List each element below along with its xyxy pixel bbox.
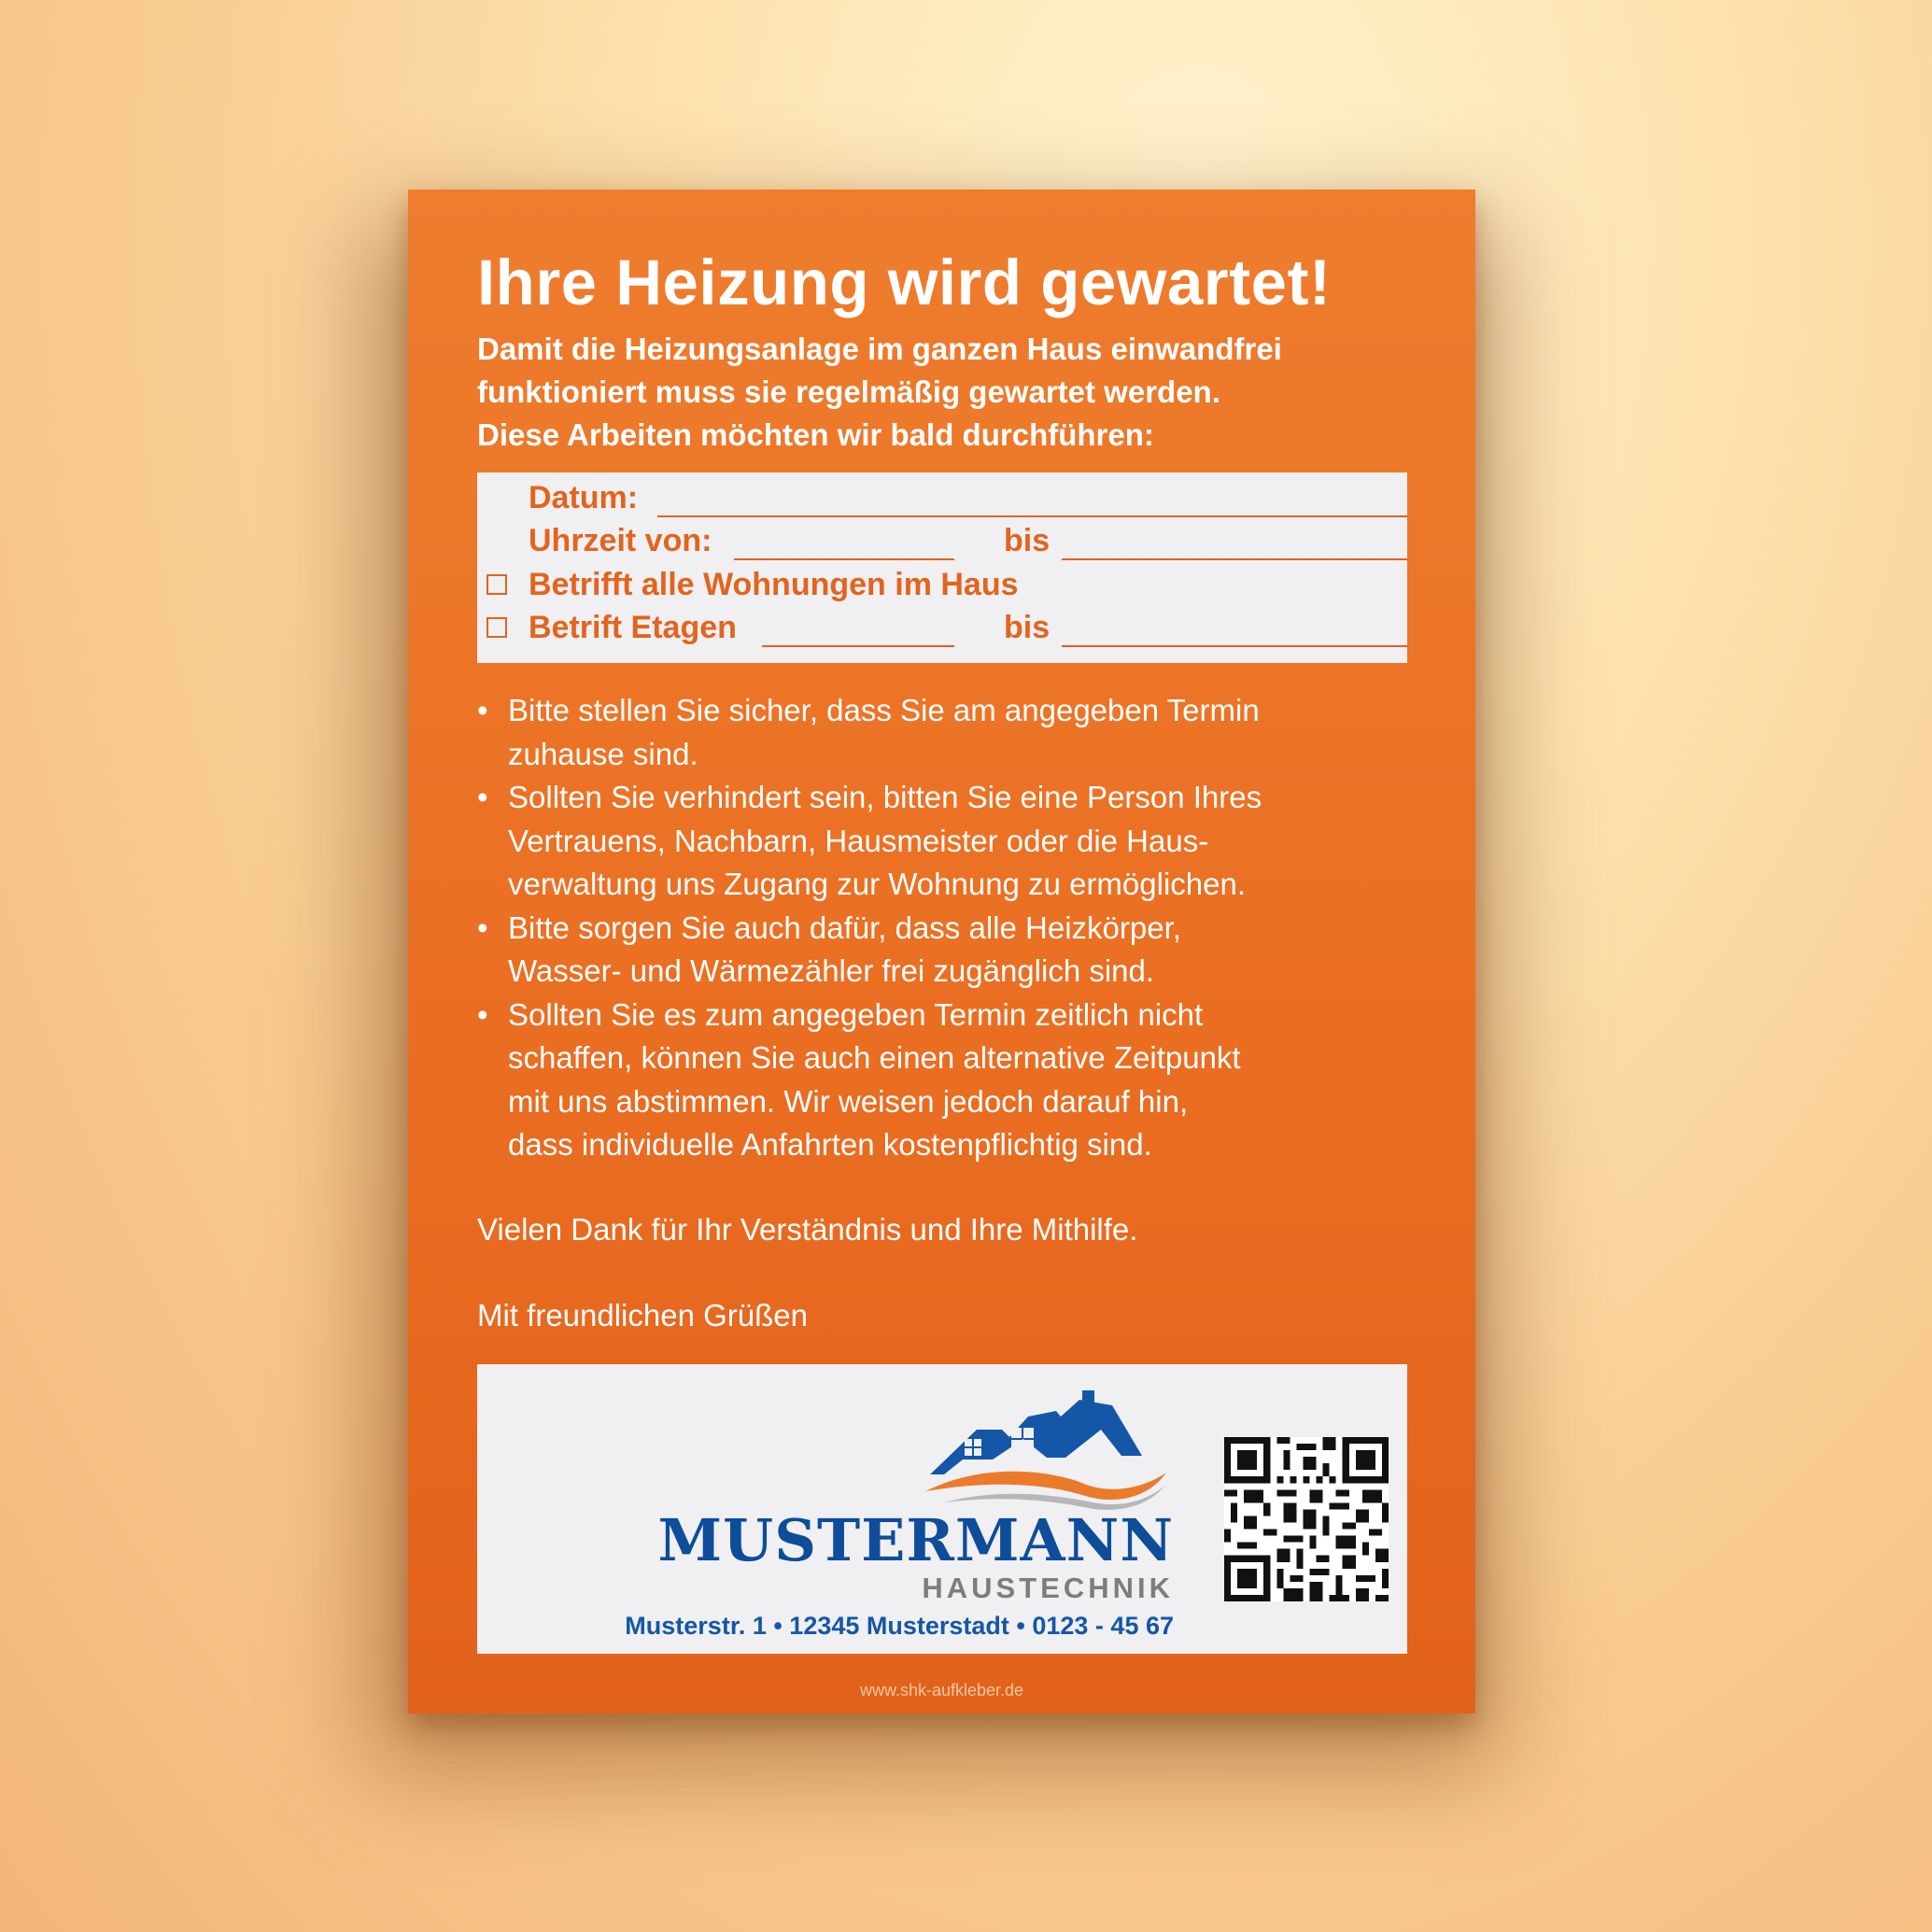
company-name: MUSTERMANN [657, 1506, 1174, 1574]
list-item-line: verwaltung uns Zugang zur Wohnung zu ermöglichen. [508, 867, 1247, 901]
list-item-line: zuhause sind. [508, 736, 698, 771]
intro-text [477, 328, 1448, 457]
intro-line: funktioniert muss sie regelmäßig gewartet werden. [477, 374, 1220, 409]
bullet-icon: • [477, 693, 488, 727]
floors-to-label: bis [1004, 610, 1051, 645]
floors-row [477, 606, 1407, 649]
date-row [477, 476, 1407, 519]
list-item [477, 776, 1420, 907]
list-item-line: mit uns abstimmen. Wir weisen jedoch darauf hin, [508, 1083, 1189, 1119]
company-subtitle: HAUSTECHNIK [922, 1572, 1174, 1604]
time-row [477, 519, 1407, 562]
list-item-line: Vertrauens, Nachbarn, Hausmeister oder die Haus- [508, 823, 1209, 858]
list-item-line: Sollten Sie es zum angegeben Termin zeitlich nicht [508, 996, 1204, 1032]
date-field-line[interactable] [657, 515, 1407, 517]
bullet-icon: • [477, 996, 488, 1032]
thanks-text: Vielen Dank für Ihr Verständnis und Ihre Mithilfe. [477, 1212, 1138, 1247]
list-item-line: Bitte stellen Sie sicher, dass Sie am angegeben Termin [508, 693, 1260, 727]
date-label: Datum: [529, 480, 639, 515]
appointment-form [477, 472, 1407, 663]
company-footer [477, 1364, 1407, 1654]
qr-code-icon[interactable] [1224, 1437, 1389, 1601]
bullet-icon: • [477, 910, 488, 945]
list-item [477, 994, 1420, 1167]
checkbox-empty-icon[interactable] [487, 617, 507, 638]
floors-from-field-line[interactable] [762, 645, 954, 647]
flyer [408, 190, 1475, 1713]
list-item [477, 907, 1420, 994]
intro-line: Damit die Heizungsanlage im ganzen Haus einwandfrei [477, 331, 1282, 366]
checkbox-empty-icon[interactable] [487, 574, 507, 595]
all-units-row [477, 563, 1407, 606]
list-item-line: Wasser- und Wärmezähler frei zugänglich sind. [508, 953, 1155, 988]
time-to-field-line[interactable] [1062, 558, 1407, 560]
list-item-line: dass individuelle Anfahrten kostenpflichtig sind. [508, 1127, 1152, 1162]
floors-label: Betrift Etagen [529, 610, 737, 645]
list-item [477, 689, 1420, 776]
house-roof-logo-icon [925, 1390, 1178, 1512]
website-url[interactable]: www.shk-aufkleber.de [859, 1681, 1024, 1699]
instruction-list [477, 689, 1420, 1167]
headline: Ihre Heizung wird gewartet! [477, 247, 1332, 318]
time-to-label: bis [1004, 523, 1051, 558]
floors-to-field-line[interactable] [1062, 645, 1407, 647]
bullet-icon: • [477, 780, 488, 814]
time-from-field-line[interactable] [734, 558, 954, 560]
greeting-text: Mit freundlichen Grüßen [477, 1298, 808, 1333]
time-from-label: Uhrzeit von: [529, 523, 712, 558]
company-address: Musterstr. 1 • 12345 Musterstadt • 0123 - 45 67 [625, 1612, 1174, 1640]
list-item-line: Sollten Sie verhindert sein, bitten Sie eine Person Ihres [508, 780, 1262, 814]
intro-line: Diese Arbeiten möchten wir bald durchführen: [477, 417, 1154, 452]
list-item-line: Bitte sorgen Sie auch dafür, dass alle Heizkörper, [508, 910, 1181, 945]
list-item-line: schaffen, können Sie auch einen alternative Zeitpunkt [508, 1040, 1241, 1075]
all-units-label: Betrifft alle Wohnungen im Haus [529, 567, 1019, 602]
